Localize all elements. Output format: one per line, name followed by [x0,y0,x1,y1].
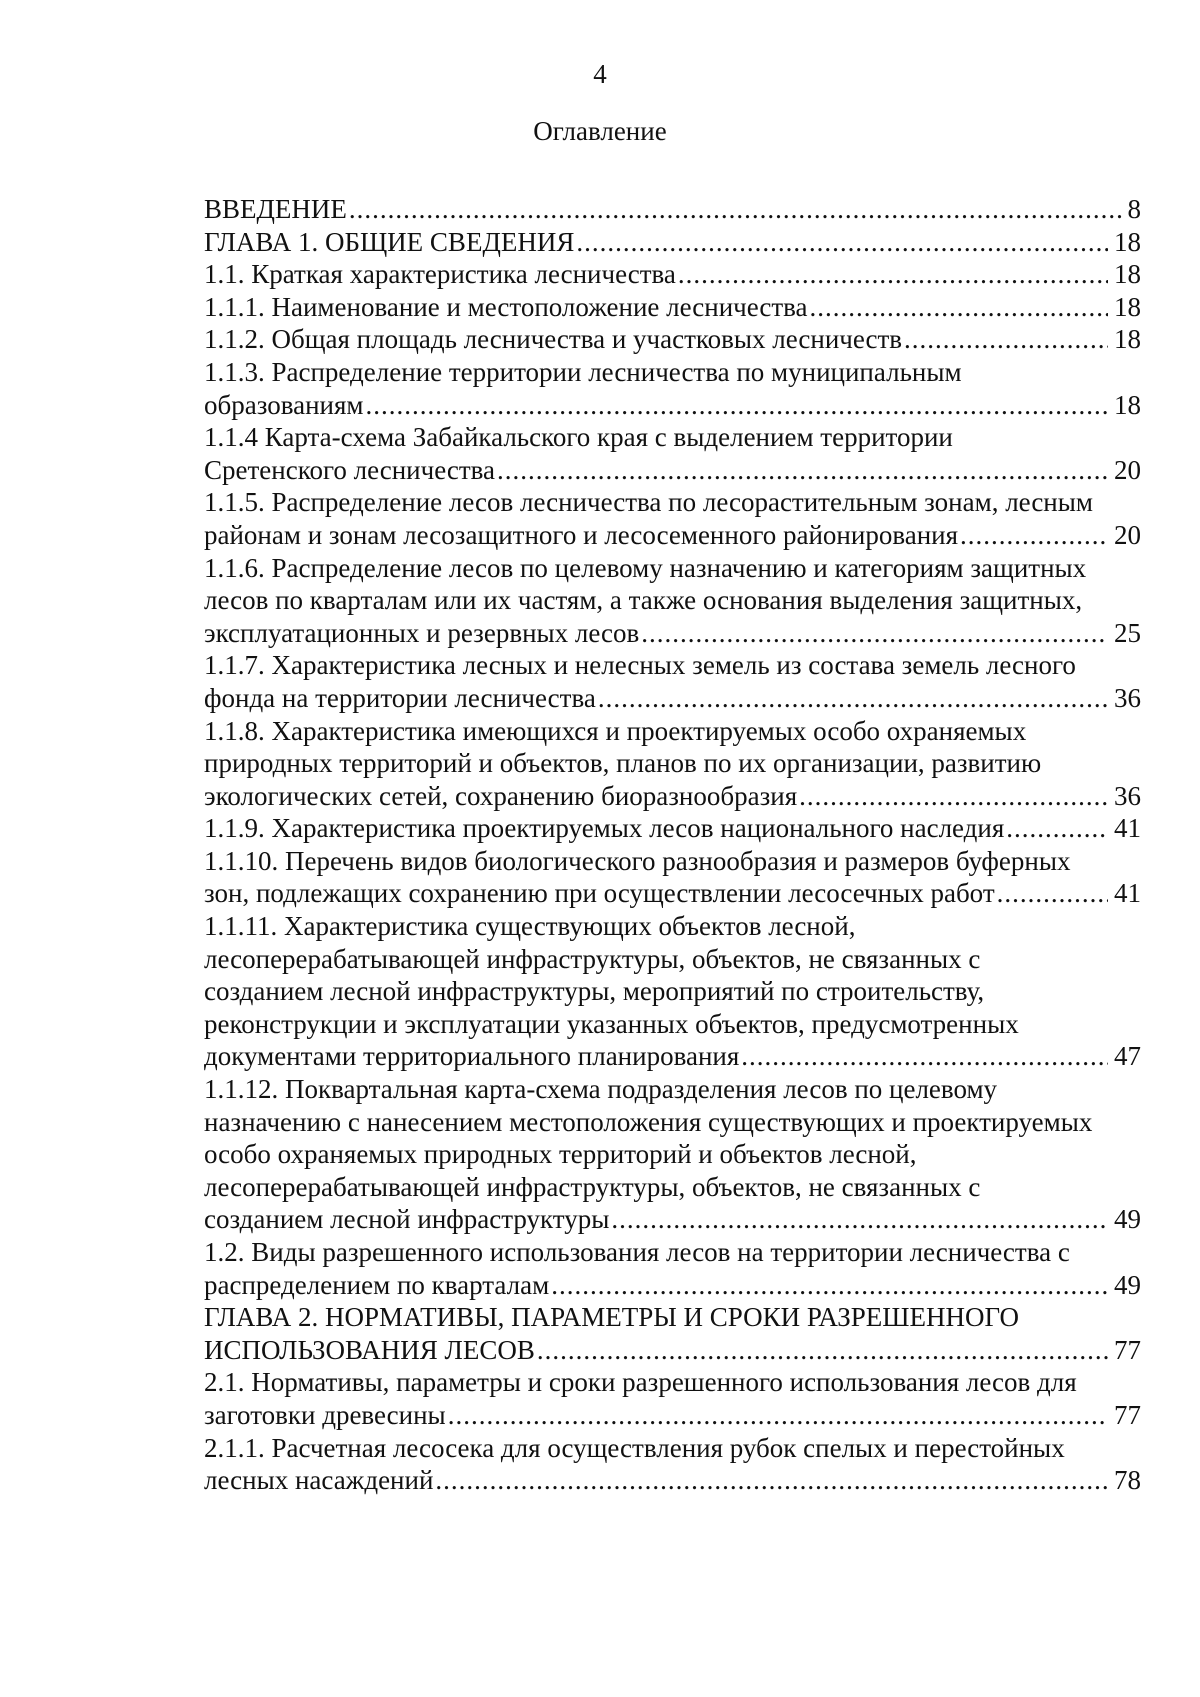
toc-entry[interactable] [204,226,1141,259]
toc-entry-text-line: 1.2. Виды разрешенного использования лесов на территории лесничества с [204,1237,1070,1267]
toc-page-number: 20 [1114,454,1141,485]
toc-entry-text-line: ВВЕДЕНИЕ [204,194,347,224]
toc-entry[interactable] [204,649,1141,714]
toc-entry-text-line: 1.1.2. Общая площадь лесничества и участковых лесничеств [204,324,903,355]
toc-entry-text-line: 1.1.11. Характеристика существующих объектов лесной, [204,911,856,942]
toc-page-number: 49 [1114,1204,1141,1235]
dot-leader [810,291,1108,324]
toc-page-number: 77 [1114,1399,1141,1430]
dot-leader [741,1040,1108,1073]
toc-entry[interactable] [204,258,1141,291]
toc-entry-text-line: зон, подлежащих сохранению при осуществлении лесосечных работ [204,878,995,909]
toc-page-number: 20 [1114,519,1141,550]
toc-entry-text-line: лесоперерабатывающей инфраструктуры, объектов, не связанных с [204,1171,981,1202]
toc-entry[interactable] [204,356,1141,421]
toc-entry[interactable] [204,1236,1141,1301]
dot-leader [537,1334,1108,1367]
dot-leader [349,193,1122,226]
toc-entry-text-line: 2.1.1. Расчетная лесосека для осуществления рубок спелых и перестойных [204,1432,1065,1463]
dot-leader [448,1399,1108,1432]
toc-entry-text-line: особо охраняемых природных территорий и объектов лесной, [204,1139,917,1170]
toc-entry-text-line: 1.1.7. Характеристика лесных и нелесных земель из состава земель лесного [204,650,1076,681]
toc-page-number: 36 [1114,682,1141,713]
toc-page-number: 18 [1114,324,1141,355]
toc-entry-text-line: ИСПОЛЬЗОВАНИЯ ЛЕСОВ [204,1334,535,1365]
toc-page-number: 36 [1114,780,1141,811]
toc-entry[interactable] [204,910,1141,1073]
toc-entry-text-line: 2.1. Нормативы, параметры и сроки разрешенного использования лесов для [204,1367,1077,1398]
toc-page-number: 8 [1127,194,1141,224]
toc-entry-text-line: 1.1.5. Распределение лесов лесничества по лесорастительным зонам, лесным [204,487,1093,518]
toc-page-number: 78 [1114,1465,1141,1496]
toc-entry[interactable] [204,1432,1141,1497]
dot-leader [576,226,1108,259]
toc-title: Оглавление [533,116,667,146]
toc-entry-text-line: районам и зонам лесозащитного и лесосеменного районирования [204,519,959,550]
toc-entry-text-line: 1.1.1. Наименование и местоположение лесничества [204,291,808,322]
toc-entry-text-line: 1.1.6. Распределение лесов по целевому назначению и категориям защитных [204,552,1087,583]
dot-leader [799,780,1108,813]
toc-entry-text-line: 1.1.12. Поквартальная карта-схема подразделения лесов по целевому [204,1074,998,1105]
toc-page-number: 18 [1114,226,1141,257]
toc-entry[interactable] [204,421,1141,486]
toc-entry-text-line: ГЛАВА 2. НОРМАТИВЫ, ПАРАМЕТРЫ И СРОКИ РАЗРЕШЕННОГО [204,1302,1019,1333]
toc-entry-text-line: заготовки древесины [204,1399,446,1430]
toc-page-number: 18 [1114,259,1141,290]
toc-entry-text-line: природных территорий и объектов, планов по их организации, развитию [204,748,1042,779]
dot-leader [366,389,1108,422]
toc-page-number: 18 [1114,389,1141,420]
toc-entry-text-line: созданием лесной инфраструктуры [204,1204,610,1235]
toc-entry[interactable] [204,1301,1141,1366]
dot-leader [497,454,1108,487]
page-number: 4 [593,59,607,89]
toc-entry[interactable] [204,552,1141,650]
dot-leader [551,1269,1108,1302]
toc-entry-text-line: лесоперерабатывающей инфраструктуры, объектов, не связанных с [204,943,981,974]
dot-leader [598,682,1108,715]
dot-leader [960,519,1108,552]
dot-leader [904,323,1108,356]
dot-leader [678,258,1108,291]
dot-leader [641,617,1108,650]
dot-leader [611,1203,1108,1236]
toc-entry-text-line: распределением по кварталам [204,1269,550,1300]
toc-page-number: 41 [1114,878,1141,909]
toc-entry[interactable] [204,193,1141,226]
toc-entry[interactable] [204,715,1141,813]
toc-entry[interactable] [204,323,1141,356]
dot-leader [435,1464,1108,1497]
toc-entry-text-line: созданием лесной инфраструктуры, мероприятий по строительству, [204,976,985,1007]
dot-leader [997,877,1108,910]
toc-entry-text-line: 1.1.9. Характеристика проектируемых лесов национального наследия [204,813,1005,844]
toc-entry-text-line: лесных насаждений [204,1465,434,1496]
toc-page-number: 41 [1114,813,1141,844]
toc-entry-text-line: реконструкции и эксплуатации указанных объектов, предусмотренных [204,1008,1019,1039]
table-of-contents [204,193,1141,1497]
toc-entry-text-line: экологических сетей, сохранению биоразнообразия [204,780,798,811]
toc-page-number: 49 [1114,1269,1141,1300]
toc-page-number: 18 [1114,291,1141,322]
toc-entry-text-line: назначению с нанесением местоположения существующих и проектируемых [204,1106,1093,1137]
toc-entry-text-line: образованиям [204,389,364,420]
toc-entry-text-line: 1.1.8. Характеристика имеющихся и проектируемых особо охраняемых [204,715,1027,746]
toc-entry-text-line: 1.1.3. Распределение территории лесничества по муниципальным [204,356,962,387]
toc-entry[interactable] [204,291,1141,324]
toc-entry-text-line: 1.1.10. Перечень видов биологического разнообразия и размеров буферных [204,845,1071,876]
toc-entry-text-line: ГЛАВА 1. ОБЩИЕ СВЕДЕНИЯ [204,226,575,257]
toc-entry[interactable] [204,812,1141,845]
toc-entry-text-line: документами территориального планирования [204,1041,740,1072]
dot-leader [1006,812,1108,845]
toc-page-number: 47 [1114,1041,1141,1072]
toc-entry[interactable] [204,1073,1141,1236]
toc-entry-text-line: фонда на территории лесничества [204,682,596,713]
toc-entry[interactable] [204,1366,1141,1431]
toc-entry-text-line: 1.1. Краткая характеристика лесничества [204,259,676,290]
toc-page-number: 77 [1114,1334,1141,1365]
toc-page-number: 25 [1114,617,1141,648]
toc-entry-text-line: 1.1.4 Карта-схема Забайкальского края с выделением территории [204,422,953,453]
toc-entry[interactable] [204,845,1141,910]
toc-entry-text-line: Сретенского лесничества [204,454,496,485]
toc-entry-text-line: эксплуатационных и резервных лесов [204,617,640,648]
toc-entry[interactable] [204,486,1141,551]
toc-entry-text-line: лесов по кварталам или их частям, а также основания выделения защитных, [204,585,1083,616]
